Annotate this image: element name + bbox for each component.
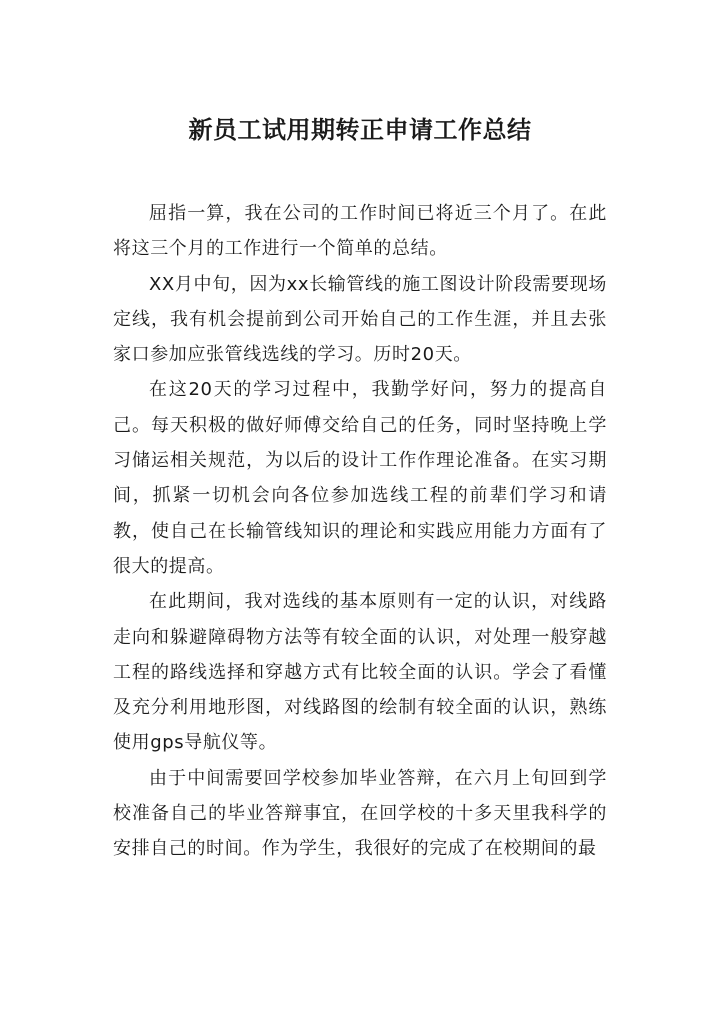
paragraph: 屈指一算，我在公司的工作时间已将近三个月了。在此将这三个月的工作进行一个简单的总结。 (113, 203, 607, 260)
document-title: 新员工试用期转正申请工作总结 (188, 116, 532, 144)
paragraph: 在这20天的学习过程中，我勤学好问，努力的提高自己。每天积极的做好师傅交给自己的任务，同时坚持晚上学习储运相关规范，为以后的设计工作作理论准备。在实习期间，抓紧一切机会向各位参加选线工程的前辈们学习和请教，使自己在长输管线知识的理论和实践应用能力方面有了很大的提高。 (113, 379, 607, 577)
paragraph: XX月中旬，因为xx长输管线的施工图设计阶段需要现场定线，我有机会提前到公司开始自己的工作生涯，并且去张家口参加应张管线选线的学习。历时20天。 (113, 273, 607, 366)
paragraph: 在此期间，我对选线的基本原则有一定的认识，对线路走向和躲避障碍物方法等有较全面的认识，对处理一般穿越工程的路线选择和穿越方式有比较全面的认识。学会了看懂及充分利用地形图，对线路图的绘制有较全面的认识，熟练使用gps导航仪等。 (113, 591, 607, 754)
paragraph: 由于中间需要回学校参加毕业答辩，在六月上旬回到学校准备自己的毕业答辩事宜，在回学校的十多天里我科学的安排自己的时间。作为学生，我很好的完成了在校期间的最 (113, 767, 607, 860)
document-body (113, 196, 607, 867)
